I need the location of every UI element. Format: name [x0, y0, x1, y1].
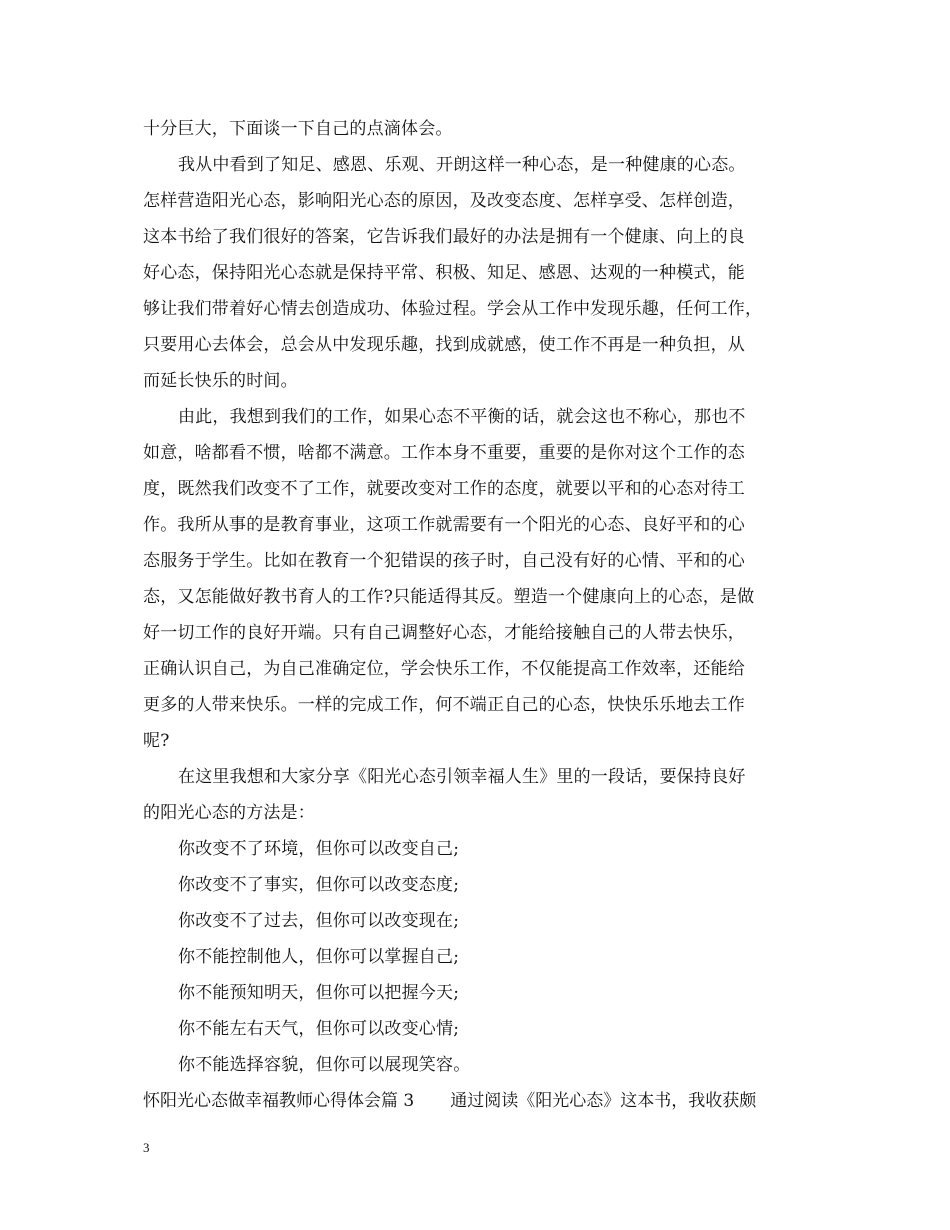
- paragraph-3-line-4: 作。我所从事的是教育事业，这项工作就需要有一个阳光的心态、良好平和的心: [143, 515, 745, 535]
- section-first-line: 通过阅读《阳光心态》这本书，我收获颇: [450, 1091, 757, 1111]
- quote-line: 你改变不了环境，但你可以改变自己;: [178, 839, 460, 859]
- paragraph-3-line-10: 呢?: [143, 731, 170, 751]
- quote-line: 你改变不了过去，但你可以改变现在;: [178, 911, 460, 931]
- paragraph-2-line-3: 这本书给了我们很好的答案，它告诉我们最好的办法是拥有一个健康、向上的良: [143, 227, 745, 247]
- paragraph-3-line-5: 态服务于学生。比如在教育一个犯错误的孩子时，自己没有好的心情、平和的心: [143, 551, 745, 571]
- paragraph-3-line-7: 好一切工作的良好开端。只有自己调整好心态，才能给接触自己的人带去快乐，: [143, 623, 745, 643]
- page-number: 3: [143, 1140, 150, 1155]
- quote-line: 你不能选择容貌，但你可以展现笑容。: [178, 1055, 471, 1075]
- paragraph-3-line-6: 态，又怎能做好教书育人的工作?只能适得其反。塑造一个健康向上的心态，是做: [143, 587, 755, 607]
- paragraph-2-line-6: 只要用心去体会，总会从中发现乐趣，找到成就感，使工作不再是一种负担，从: [143, 335, 745, 355]
- paragraph-4-line-2: 的阳光心态的方法是：: [143, 803, 315, 823]
- quote-line: 你不能预知明天，但你可以把握今天;: [178, 983, 460, 1003]
- quote-line: 你不能左右天气，但你可以改变心情;: [178, 1019, 460, 1039]
- section-heading-row: [143, 1090, 833, 1112]
- paragraph-3-line-3: 度，既然我们改变不了工作，就要改变对工作的态度，就要以平和的心态对待工: [143, 479, 745, 499]
- paragraph-2-line-4: 好心态，保持阳光心态就是保持平常、积极、知足、感恩、达观的一种模式，能: [143, 263, 745, 283]
- paragraph-2-line-2: 怎样营造阳光心态，影响阳光心态的原因，及改变态度、怎样享受、怎样创造，: [143, 191, 745, 211]
- paragraph-3-line-8: 正确认识自己，为自己准确定位，学会快乐工作，不仅能提高工作效率，还能给: [143, 659, 745, 679]
- paragraph-4-line-1: 在这里我想和大家分享《阳光心态引领幸福人生》里的一段话，要保持良好: [178, 767, 746, 787]
- paragraph-2-line-5: 够让我们带着好心情去创造成功、体验过程。学会从工作中发现乐趣，任何工作，: [143, 299, 763, 319]
- paragraph-3-line-2: 如意，啥都看不惯，啥都不满意。工作本身不重要，重要的是你对这个工作的态: [143, 443, 745, 463]
- quote-line: 你不能控制他人，但你可以掌握自己;: [178, 947, 460, 967]
- paragraph-1-line-1: 十分巨大，下面谈一下自己的点滴体会。: [143, 119, 453, 139]
- section-heading: 怀阳光心态做幸福教师心得体会篇 3: [143, 1091, 415, 1111]
- paragraph-3-line-9: 更多的人带来快乐。一样的完成工作，何不端正自己的心态，快快乐乐地去工作: [143, 695, 745, 715]
- quote-line: 你改变不了事实，但你可以改变态度;: [178, 875, 460, 895]
- paragraph-3-line-1: 由此，我想到我们的工作，如果心态不平衡的话，就会这也不称心，那也不: [178, 407, 746, 427]
- paragraph-2-line-1: 我从中看到了知足、感恩、乐观、开朗这样一种心态，是一种健康的心态。: [178, 155, 746, 175]
- paragraph-2-line-7: 而延长快乐的时间。: [143, 371, 298, 391]
